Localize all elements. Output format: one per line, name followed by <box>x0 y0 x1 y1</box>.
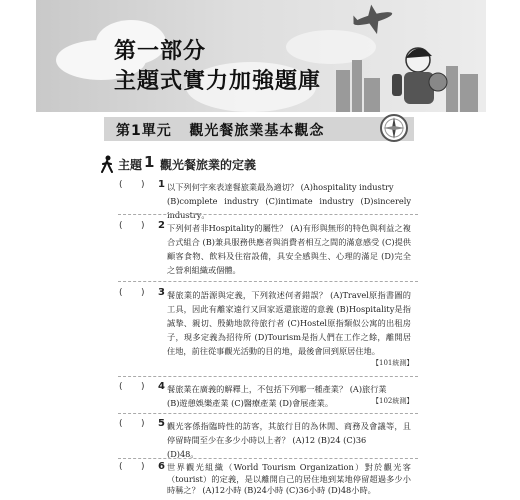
answer-paren-close: ) <box>141 221 145 231</box>
answer-paren-open: ( <box>119 221 123 231</box>
question-divider <box>118 376 418 377</box>
answer-paren-close: ) <box>141 382 145 392</box>
answer-paren-close: ) <box>141 288 145 298</box>
answer-paren-close: ) <box>141 419 145 429</box>
question-item <box>119 462 419 498</box>
topic-number: 1 <box>144 153 155 171</box>
question-divider <box>118 214 418 215</box>
compass-icon <box>378 112 410 144</box>
exam-source-tag: 【101統測】 <box>372 359 414 367</box>
question-divider <box>118 281 418 282</box>
banner-illustration <box>36 0 486 112</box>
question-text: 以下列何字來表達餐旅業最為適切？ (A)hospitality industry (B)complete industry (C)intimate industry (D)sincerely industry。 <box>167 182 411 220</box>
question-number: 5 <box>158 418 165 429</box>
topic-title: 觀光餐旅業的定義 <box>160 158 257 172</box>
unit-label: 第1單元 <box>116 123 172 139</box>
question-text: 餐旅業的語源與定義，下列敘述何者錯誤？ (A)Travel原指書圖的工具，因此有離家遠行又回家返還旅遊的意義 (B)Hospitality是指誠摯、親切、殷勤地款待旅行者 (C)Hostel原指類似公寓的出租房子，現多定義為招待所 (D)Tourism是指人們在工作之餘，離開居住地，前往從事觀光活動的目的地，最後會回到原居住地。 <box>167 290 411 356</box>
chapter-banner <box>36 0 486 112</box>
answer-paren-open: ( <box>119 180 123 190</box>
part-title: 第一部分 <box>114 39 207 64</box>
question-divider <box>118 413 418 414</box>
question-item <box>119 419 419 461</box>
answer-paren-open: ( <box>119 288 123 298</box>
question-text: 世界觀光組織（World Tourism Organization）對於觀光客（tourist）的定義，是以離開自己的居住地到某地停留超過多少小時稱之？ (A)12小時 (B)24小時 (C)36小時 (D)48小時。 <box>167 462 411 495</box>
answer-paren-close: ) <box>141 462 145 472</box>
part-subtitle: 主題式實力加強題庫 <box>114 69 322 94</box>
question-text: 觀光客係指臨時性的訪客，其旅行目的為休閒、商務及會議等，且停留時間至少在多少小時以上者？ (A)12 (B)24 (C)36 (D)48。 <box>167 421 411 459</box>
question-item <box>119 221 419 277</box>
exam-source-tag: 【102統測】 <box>372 397 414 405</box>
question-number: 4 <box>158 381 165 392</box>
question-number: 3 <box>158 287 165 298</box>
answer-paren-open: ( <box>119 382 123 392</box>
question-item <box>119 382 419 412</box>
answer-paren-close: ) <box>141 180 145 190</box>
question-number: 2 <box>158 220 165 231</box>
unit-title: 觀光餐旅業基本觀念 <box>189 123 325 139</box>
topic-label: 主題 <box>118 158 143 172</box>
question-text: 下列何者非Hospitality的屬性？ (A)有形與無形的特色與利益之複合式組合 (B)兼具服務供應者與消費者相互之間的滿意感受 (C)提供顧客食物、飲料及住宿設備，具安全感與生、心理的滿足 (D)完全之營利組織或個體。 <box>167 223 411 275</box>
airplane-icon <box>350 0 396 39</box>
question-number: 6 <box>158 461 165 472</box>
traveler-illustration <box>392 48 447 104</box>
question-number: 1 <box>158 179 165 190</box>
question-item <box>119 179 419 220</box>
answer-paren-open: ( <box>119 419 123 429</box>
question-text: 餐旅業在廣義的解釋上，不包括下列哪一種產業？ (A)旅行業 (B)遊憩娛樂產業 (C)醫療產業 (D)會展產業。 <box>167 384 387 408</box>
answer-paren-open: ( <box>119 462 123 472</box>
question-divider <box>118 458 418 459</box>
question-item <box>119 288 419 372</box>
unit-heading <box>116 120 324 140</box>
walking-person-icon <box>100 155 114 173</box>
